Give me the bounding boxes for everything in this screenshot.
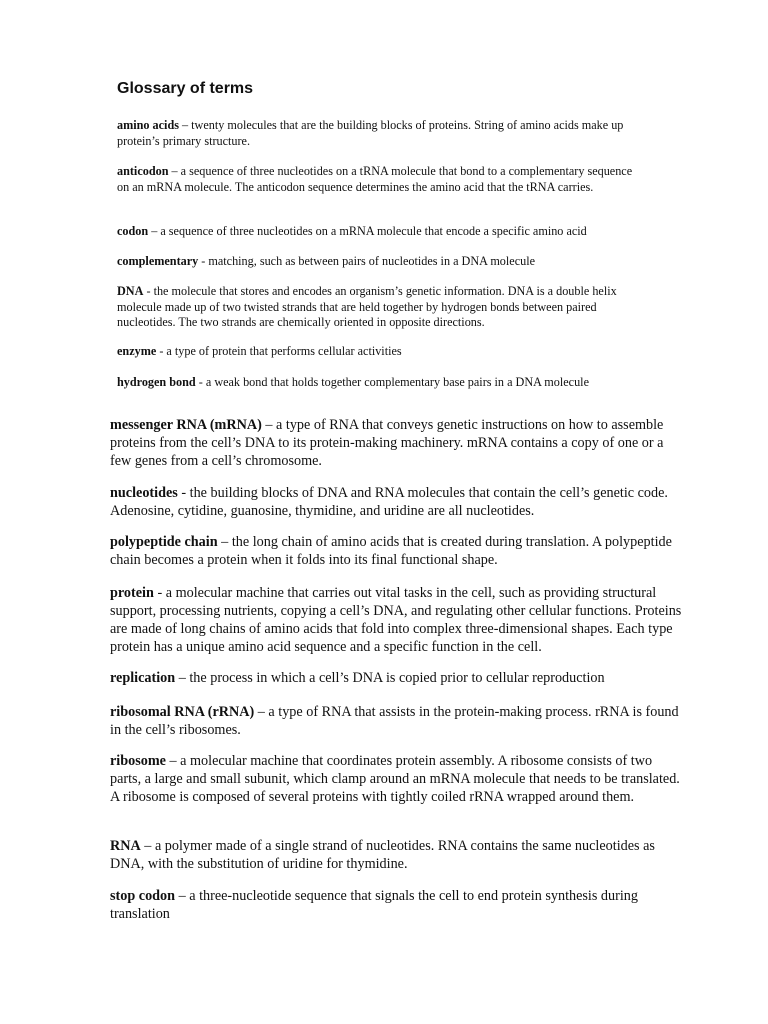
glossary-entry-protein: protein - a molecular machine that carries out vital tasks in the cell, such as providing structural support, processing nutrients, copying a cell’s DNA, and regulating other cellular functions. Proteins are made of long chains of amino acids that fold into complex three-dimensional shapes. Each type protein has a unique amino acid sequence and a specific function in the cell. (110, 585, 682, 655)
entry-definition: a molecular machine that coordinates protein assembly. A ribosome consists of two parts, a large and small subunit, which clamp around an mRNA molecule that needs to be translated. A ribosome is composed of several proteins with tightly coiled rRNA wrapped around them. (110, 753, 680, 805)
glossary-entry-hydrogen-bond: hydrogen bond - a weak bond that holds together complementary base pairs in a DNA molecule (117, 375, 589, 389)
entry-definition: a polymer made of a single strand of nucleotides. RNA contains the same nucleotides as DNA, with the substitution of uridine for thymidine. (110, 838, 655, 872)
entry-term: stop codon (110, 888, 176, 904)
entry-definition: matching, such as between pairs of nucleotides in a DNA molecule (208, 254, 535, 268)
glossary-entry-rna: RNA – a polymer made of a single strand of nucleotides. RNA contains the same nucleotides as DNA, with the substitution of uridine for thymidine. (110, 838, 655, 872)
entry-term: anticodon (117, 164, 169, 178)
entry-definition: the long chain of amino acids that is created during translation. A polypeptide chain becomes a protein when it folds into its final functional shape. (110, 534, 672, 568)
entry-term: DNA (117, 284, 144, 298)
glossary-entry-amino-acids: amino acids – twenty molecules that are the building blocks of proteins. String of amino acids make up protein’s primary structure. (117, 118, 624, 148)
glossary-entry-messenger-rna: messenger RNA (mRNA) – a type of RNA that conveys genetic instructions on how to assemble proteins from the cell’s DNA to its protein-making machinery. mRNA contains a copy of one or a few genes from a cell’s chromosome. (110, 417, 664, 469)
entry-term: complementary (117, 254, 199, 268)
glossary-entry-ribosomal-rna: ribosomal RNA (rRNA) – a type of RNA that assists in the protein-making process. rRNA is found in the cell’s ribosomes. (110, 704, 679, 738)
entry-term: polypeptide chain (110, 534, 218, 550)
entry-definition: the process in which a cell’s DNA is copied prior to cellular reproduction (189, 670, 605, 686)
glossary-entry-complementary: complementary - matching, such as between pairs of nucleotides in a DNA molecule (117, 254, 535, 268)
entry-term: amino acids (117, 118, 179, 132)
entry-definition: twenty molecules that are the building blocks of proteins. String of amino acids make up protein’s primary structure. (117, 118, 624, 148)
glossary-entry-replication: replication – the process in which a cell’s DNA is copied prior to cellular reproduction (110, 670, 605, 686)
entry-term: ribosome (110, 753, 166, 769)
glossary-entry-nucleotides: nucleotides - the building blocks of DNA and RNA molecules that contain the cell’s genetic code. Adenosine, cytidine, guanosine, thymidine, and uridine are all nucleotides. (110, 485, 668, 519)
entry-definition: the building blocks of DNA and RNA molecules that contain the cell’s genetic code. Adenosine, cytidine, guanosine, thymidine, and uridine are all nucleotides. (110, 485, 668, 519)
entry-definition: a weak bond that holds together complementary base pairs in a DNA molecule (205, 375, 589, 389)
glossary-entry-anticodon: anticodon – a sequence of three nucleotides on a tRNA molecule that bond to a complementary sequence on an mRNA molecule. The anticodon sequence determines the amino acid that the tRNA carries. (117, 164, 633, 194)
page-title: Glossary of terms (117, 80, 254, 97)
entry-term: replication (110, 670, 176, 686)
glossary-entry-enzyme: enzyme - a type of protein that performs cellular activities (117, 344, 402, 358)
entry-term: RNA (110, 838, 141, 854)
entry-term: hydrogen bond (117, 375, 196, 389)
glossary-entry-stop-codon: stop codon – a three-nucleotide sequence that signals the cell to end protein synthesis during translation (110, 888, 638, 922)
entry-definition: a three-nucleotide sequence that signals the cell to end protein synthesis during translation (110, 888, 638, 922)
entry-term: codon (117, 224, 149, 238)
glossary-entry-ribosome: ribosome – a molecular machine that coordinates protein assembly. A ribosome consists of two parts, a large and small subunit, which clamp around an mRNA molecule that needs to be translated. A ribosome is composed of several proteins with tightly coiled rRNA wrapped around them. (110, 753, 680, 805)
entry-term: protein (110, 585, 154, 601)
glossary-entry-codon: codon – a sequence of three nucleotides on a mRNA molecule that encode a specific amino acid (117, 224, 587, 238)
entry-term: nucleotides (110, 485, 178, 501)
entry-definition: a sequence of three nucleotides on a tRNA molecule that bond to a complementary sequence on an mRNA molecule. The anticodon sequence determines the amino acid that the tRNA carries. (117, 164, 633, 194)
glossary-entry-dna: DNA - the molecule that stores and encodes an organism’s genetic information. DNA is a double helix molecule made up of two twisted strands that are held together by hydrogen bonds between paired nucleotides. The two strands are chemically oriented in opposite directions. (117, 284, 617, 329)
entry-term: enzyme (117, 344, 157, 358)
entry-definition: a molecular machine that carries out vital tasks in the cell, such as providing structural support, processing nutrients, copying a cell’s DNA, and regulating other cellular functions. Proteins are made of long chains of amino acids that fold into complex three-dimensional shapes. Each type protein has a unique amino acid sequence and a specific function in the cell. (110, 585, 682, 655)
entry-term: messenger RNA (mRNA) (110, 417, 262, 433)
entry-definition: a sequence of three nucleotides on a mRNA molecule that encode a specific amino acid (160, 224, 587, 238)
entry-definition: a type of RNA that conveys genetic instructions on how to assemble proteins from the cell’s DNA to its protein-making machinery. mRNA contains a copy of one or a few genes from a cell’s chromosome. (110, 417, 664, 469)
entry-term: ribosomal RNA (rRNA) (110, 704, 255, 720)
entry-definition: a type of RNA that assists in the protein-making process. rRNA is found in the cell’s ribosomes. (110, 704, 679, 738)
glossary-entry-polypeptide-chain: polypeptide chain – the long chain of amino acids that is created during translation. A polypeptide chain becomes a protein when it folds into its final functional shape. (110, 534, 672, 568)
entry-definition: the molecule that stores and encodes an organism’s genetic information. DNA is a double helix molecule made up of two twisted strands that are held together by hydrogen bonds between paired nucleotides. The two strands are chemically oriented in opposite directions. (117, 284, 617, 329)
entry-definition: a type of protein that performs cellular activities (166, 344, 402, 358)
